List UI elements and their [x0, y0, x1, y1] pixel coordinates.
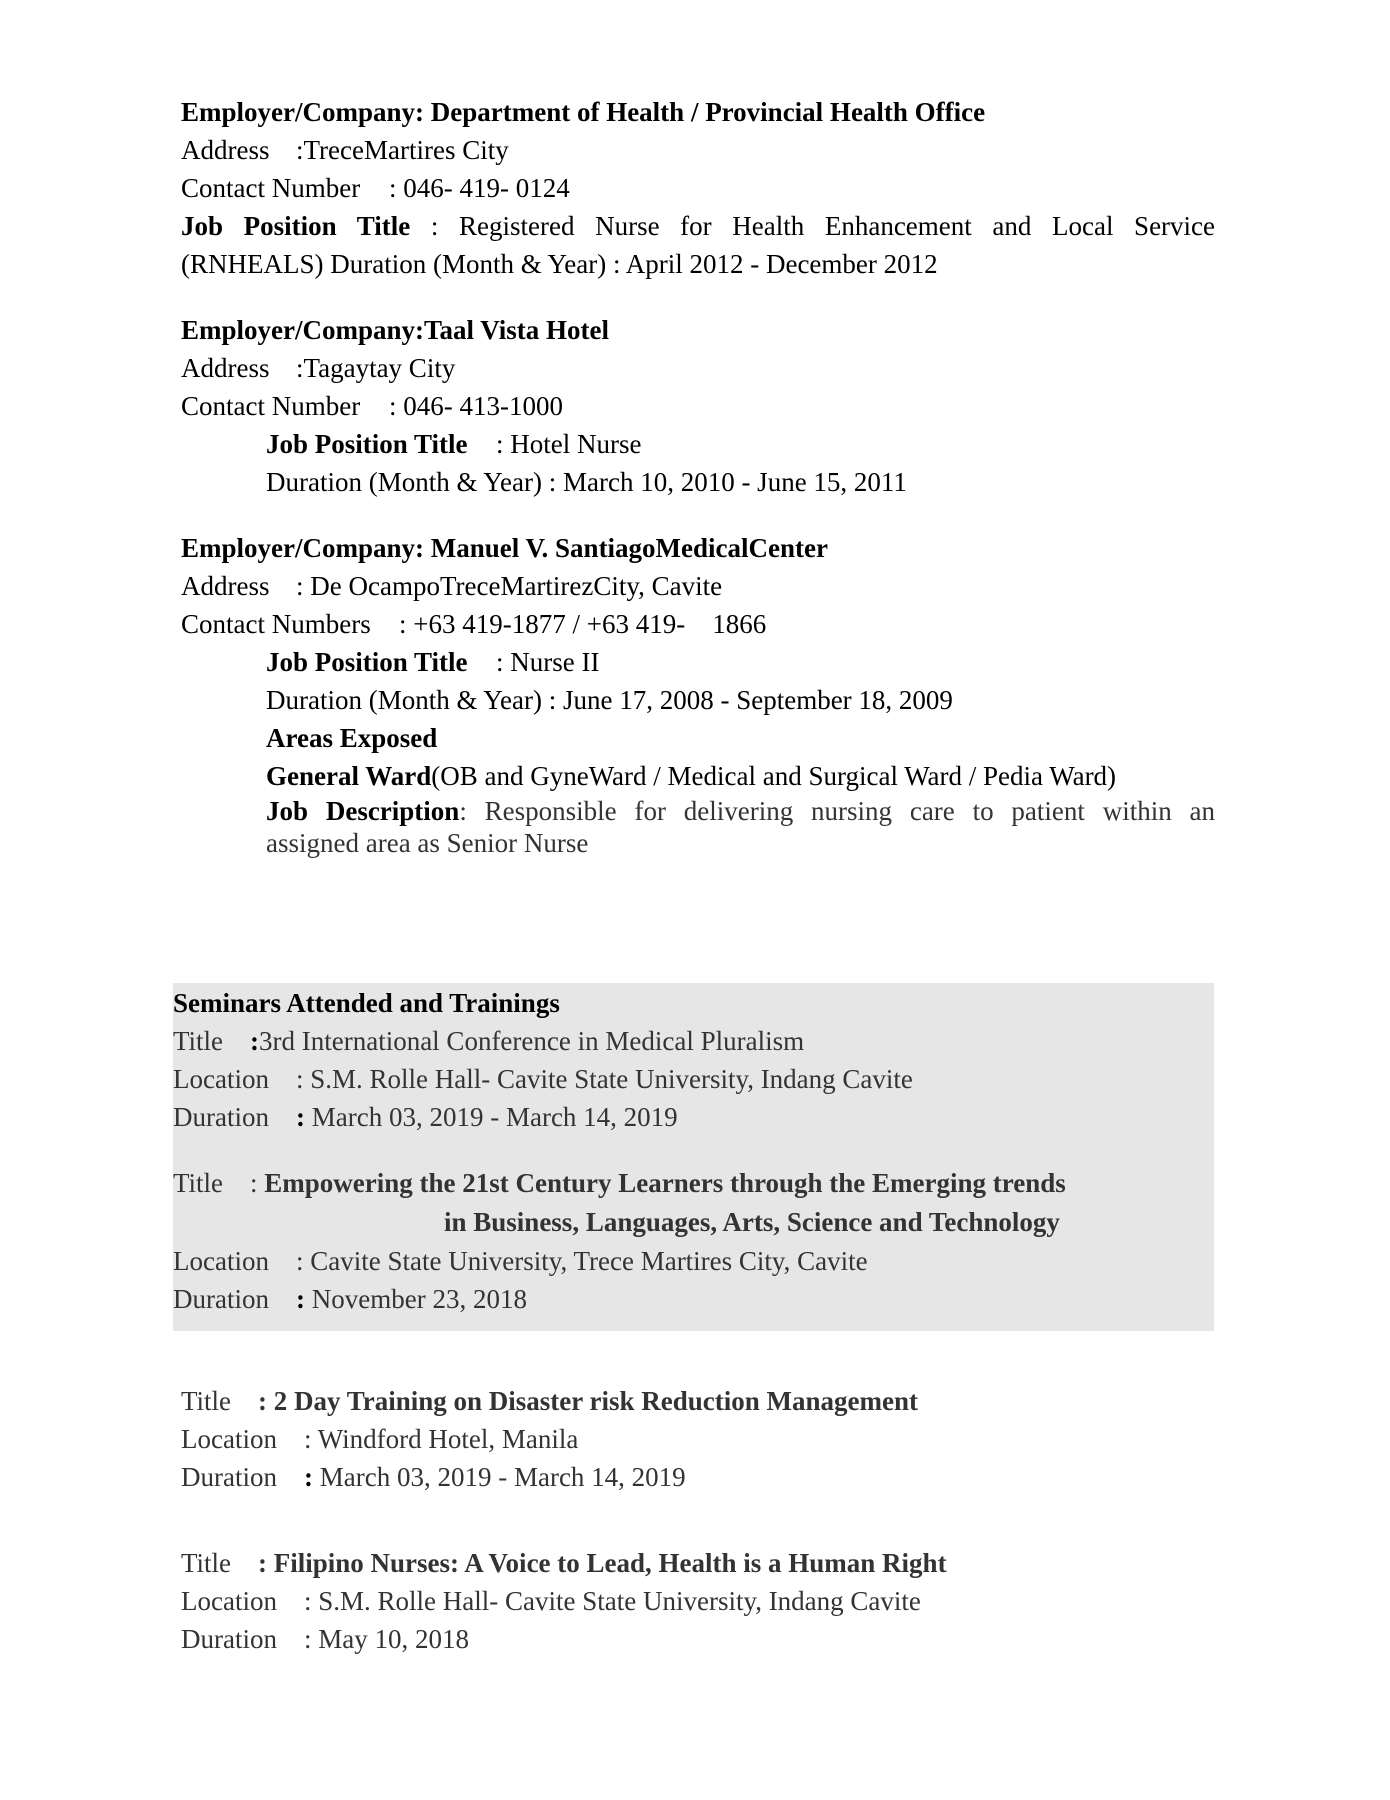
employer-3-contact: Contact Numbers : +63 419-1877 / +63 419- 1866: [181, 609, 767, 639]
seminar-1-location: Location : S.M. Rolle Hall- Cavite State University, Indang Cavite: [173, 1064, 913, 1094]
employer-2-duration: Duration (Month & Year) : March 10, 2010 - June 15, 2011: [266, 467, 907, 497]
employer-3-duration: Duration (Month & Year) : June 17, 2008 - September 18, 2009: [266, 685, 953, 715]
job-description: Job Description: Responsible for delivering nursing care to patient within an: [266, 796, 1215, 826]
employer-1-contact: Contact Number : 046- 419- 0124: [181, 173, 570, 203]
seminar-3-location: Location : Windford Hotel, Manila: [181, 1424, 579, 1454]
employer-2-position: Job Position Title : Hotel Nurse: [266, 429, 642, 459]
job-description-cont: assigned area as Senior Nurse: [266, 828, 589, 858]
seminar-4-location: Location : S.M. Rolle Hall- Cavite State University, Indang Cavite: [181, 1586, 921, 1616]
employer-3-heading: Employer/Company: Manuel V. SantiagoMedicalCenter: [181, 533, 828, 563]
employer-1-heading: Employer/Company: Department of Health / Provincial Health Office: [181, 97, 986, 127]
employer-3-position: Job Position Title : Nurse II: [266, 647, 600, 677]
seminar-4-title: Title : Filipino Nurses: A Voice to Lead, Health is a Human Right: [181, 1548, 947, 1578]
seminar-1-duration: Duration : March 03, 2019 - March 14, 2019: [173, 1102, 678, 1132]
seminar-2-duration: Duration : November 23, 2018: [173, 1284, 527, 1314]
employer-1-position: Job Position Title : Registered Nurse for Health Enhancement and Local Service: [181, 211, 1216, 241]
employer-1-address: Address :TreceMartires City: [181, 135, 509, 165]
employer-1-duration: (RNHEALS) Duration (Month & Year) : April 2012 - December 2012: [181, 249, 938, 279]
seminar-3-title: Title : 2 Day Training on Disaster risk Reduction Management: [181, 1386, 919, 1416]
seminar-3-duration: Duration : March 03, 2019 - March 14, 2019: [181, 1462, 686, 1492]
general-ward: General Ward(OB and GyneWard / Medical and Surgical Ward / Pedia Ward): [266, 761, 1117, 791]
employer-2-contact: Contact Number : 046- 413-1000: [181, 391, 563, 421]
seminar-2-title-cont: in Business, Languages, Arts, Science and Technology: [444, 1207, 1060, 1237]
employer-3-address: Address : De OcampoTreceMartirezCity, Cavite: [181, 571, 723, 601]
seminar-1-title: Title :3rd International Conference in Medical Pluralism: [173, 1026, 805, 1056]
seminar-2-location: Location : Cavite State University, Trece Martires City, Cavite: [173, 1246, 868, 1276]
employer-2-address: Address :Tagaytay City: [181, 353, 456, 383]
seminars-heading: Seminars Attended and Trainings: [173, 988, 560, 1018]
employer-2-heading: Employer/Company:Taal Vista Hotel: [181, 315, 610, 345]
seminar-2-title: Title : Empowering the 21st Century Learners through the Emerging trends: [173, 1168, 1066, 1198]
areas-exposed-heading: Areas Exposed: [266, 723, 438, 753]
seminar-4-duration: Duration : May 10, 2018: [181, 1624, 469, 1654]
